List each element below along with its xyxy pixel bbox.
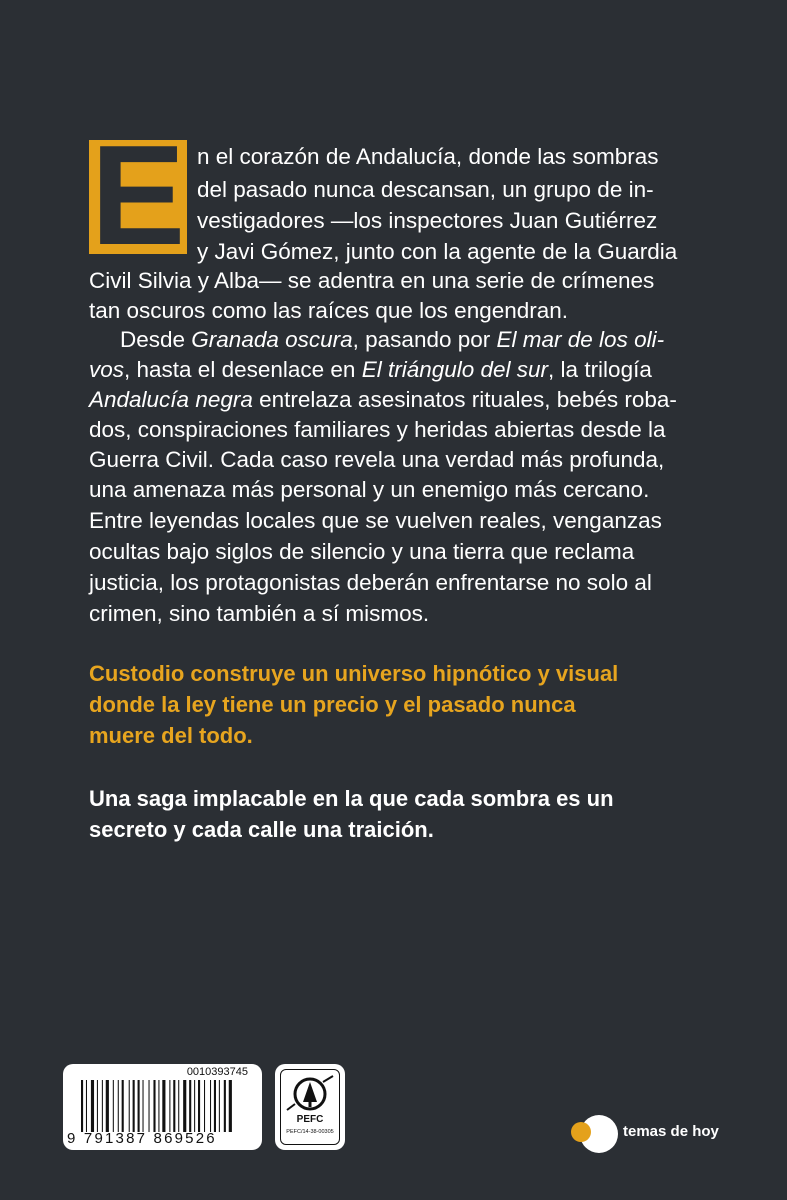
barcode-bar bbox=[149, 1080, 150, 1132]
paragraph2-line: ocultas bajo siglos de silencio y una tierra que reclama bbox=[89, 539, 635, 564]
publisher-logo-icon bbox=[568, 1114, 618, 1154]
barcode-bar bbox=[158, 1080, 159, 1132]
paragraph1-line: tan oscuros como las raíces que los engendran. bbox=[89, 298, 569, 323]
publisher-name: temas de hoy bbox=[623, 1123, 719, 1140]
book-title: vos bbox=[89, 357, 125, 382]
barcode-bar bbox=[210, 1080, 211, 1132]
pefc-certification bbox=[275, 1064, 345, 1150]
tagline-white-line: secreto y cada calle una traición. bbox=[89, 817, 434, 842]
paragraph2-line: vos, hasta el desenlace en El triángulo del sur, la trilogía bbox=[89, 357, 652, 382]
paragraph1-line: Civil Silvia y Alba— se adentra en una serie de crímenes bbox=[89, 268, 655, 293]
barcode-bar bbox=[153, 1080, 155, 1132]
barcode-bar bbox=[91, 1080, 94, 1132]
paragraph1-line: vestigadores —los inspectores Juan Gutiérrez bbox=[197, 208, 658, 233]
trilogy-title: Andalucía negra bbox=[89, 387, 253, 412]
barcode-top-number: 0010393745 bbox=[186, 1066, 248, 1078]
barcode-bar bbox=[229, 1080, 232, 1132]
barcode-bar bbox=[97, 1080, 98, 1132]
barcode-bar bbox=[204, 1080, 205, 1132]
barcode-bar bbox=[102, 1080, 103, 1132]
paragraph1-line: n el corazón de Andalucía, donde las sombras bbox=[197, 144, 659, 169]
barcode-bar bbox=[214, 1080, 216, 1132]
barcode-bar bbox=[86, 1080, 87, 1132]
pefc-code: PEFC/14-38-00305 bbox=[286, 1129, 334, 1135]
barcode-bar bbox=[219, 1080, 220, 1132]
barcode-bar bbox=[106, 1080, 109, 1132]
barcode-bar bbox=[194, 1080, 195, 1132]
book-title: Granada oscura bbox=[191, 327, 353, 352]
paragraph2-line: Desde Granada oscura, pasando por El mar de los oli- bbox=[120, 327, 665, 352]
pefc-label: PEFC bbox=[296, 1114, 324, 1125]
drop-cap-letter: E bbox=[90, 140, 186, 254]
barcode-bar bbox=[143, 1080, 144, 1132]
paragraph2-line: dos, conspiraciones familiares y heridas abiertas desde la bbox=[89, 417, 666, 442]
barcode-bar bbox=[129, 1080, 130, 1132]
paragraph2-line: Andalucía negra entrelaza asesinatos rituales, bebés roba- bbox=[89, 387, 677, 412]
barcode-bar bbox=[178, 1080, 179, 1132]
barcode-bar bbox=[113, 1080, 114, 1132]
barcode-bar bbox=[183, 1080, 186, 1132]
book-title: El mar de los oli- bbox=[496, 327, 665, 352]
paragraph2-line: Guerra Civil. Cada caso revela una verdad más profunda, bbox=[89, 447, 665, 472]
paragraph2-line: Entre leyendas locales que se vuelven reales, venganzas bbox=[89, 508, 662, 533]
tagline-white-line: Una saga implacable en la que cada sombra es un bbox=[89, 786, 614, 811]
tagline-yellow-line: donde la ley tiene un precio y el pasado nunca bbox=[89, 692, 576, 717]
paragraph2-line: una amenaza más personal y un enemigo más cercano. bbox=[89, 477, 650, 502]
barcode-bar bbox=[118, 1080, 119, 1132]
barcode-bar bbox=[81, 1080, 83, 1132]
isbn-number: 9 791387 869526 bbox=[67, 1130, 217, 1147]
paragraph2-line: justicia, los protagonistas deberán enfrentarse no solo al bbox=[89, 570, 652, 595]
barcode-bar bbox=[138, 1080, 140, 1132]
tagline-yellow-line: muere del todo. bbox=[89, 723, 253, 748]
book-title: El triángulo del sur bbox=[361, 357, 549, 382]
barcode-bar bbox=[122, 1080, 124, 1132]
tagline-yellow-line: Custodio construye un universo hipnótico y visual bbox=[89, 661, 619, 686]
barcode-bar bbox=[162, 1080, 165, 1132]
barcode-bar bbox=[189, 1080, 191, 1132]
barcode-bar bbox=[173, 1080, 175, 1132]
paragraph2-line: crimen, sino también a sí mismos. bbox=[89, 601, 430, 626]
barcode-bar bbox=[198, 1080, 200, 1132]
paragraph1-line: y Javi Gómez, junto con la agente de la Guardia bbox=[197, 239, 678, 264]
barcode-bars bbox=[81, 1080, 253, 1132]
paragraph1-line: del pasado nunca descansan, un grupo de in- bbox=[197, 177, 654, 202]
pefc-tree-icon bbox=[281, 1072, 341, 1116]
barcode-bar bbox=[169, 1080, 170, 1132]
barcode-bar bbox=[224, 1080, 226, 1132]
barcode bbox=[63, 1064, 262, 1150]
barcode-bar bbox=[133, 1080, 135, 1132]
drop-cap bbox=[89, 140, 187, 254]
